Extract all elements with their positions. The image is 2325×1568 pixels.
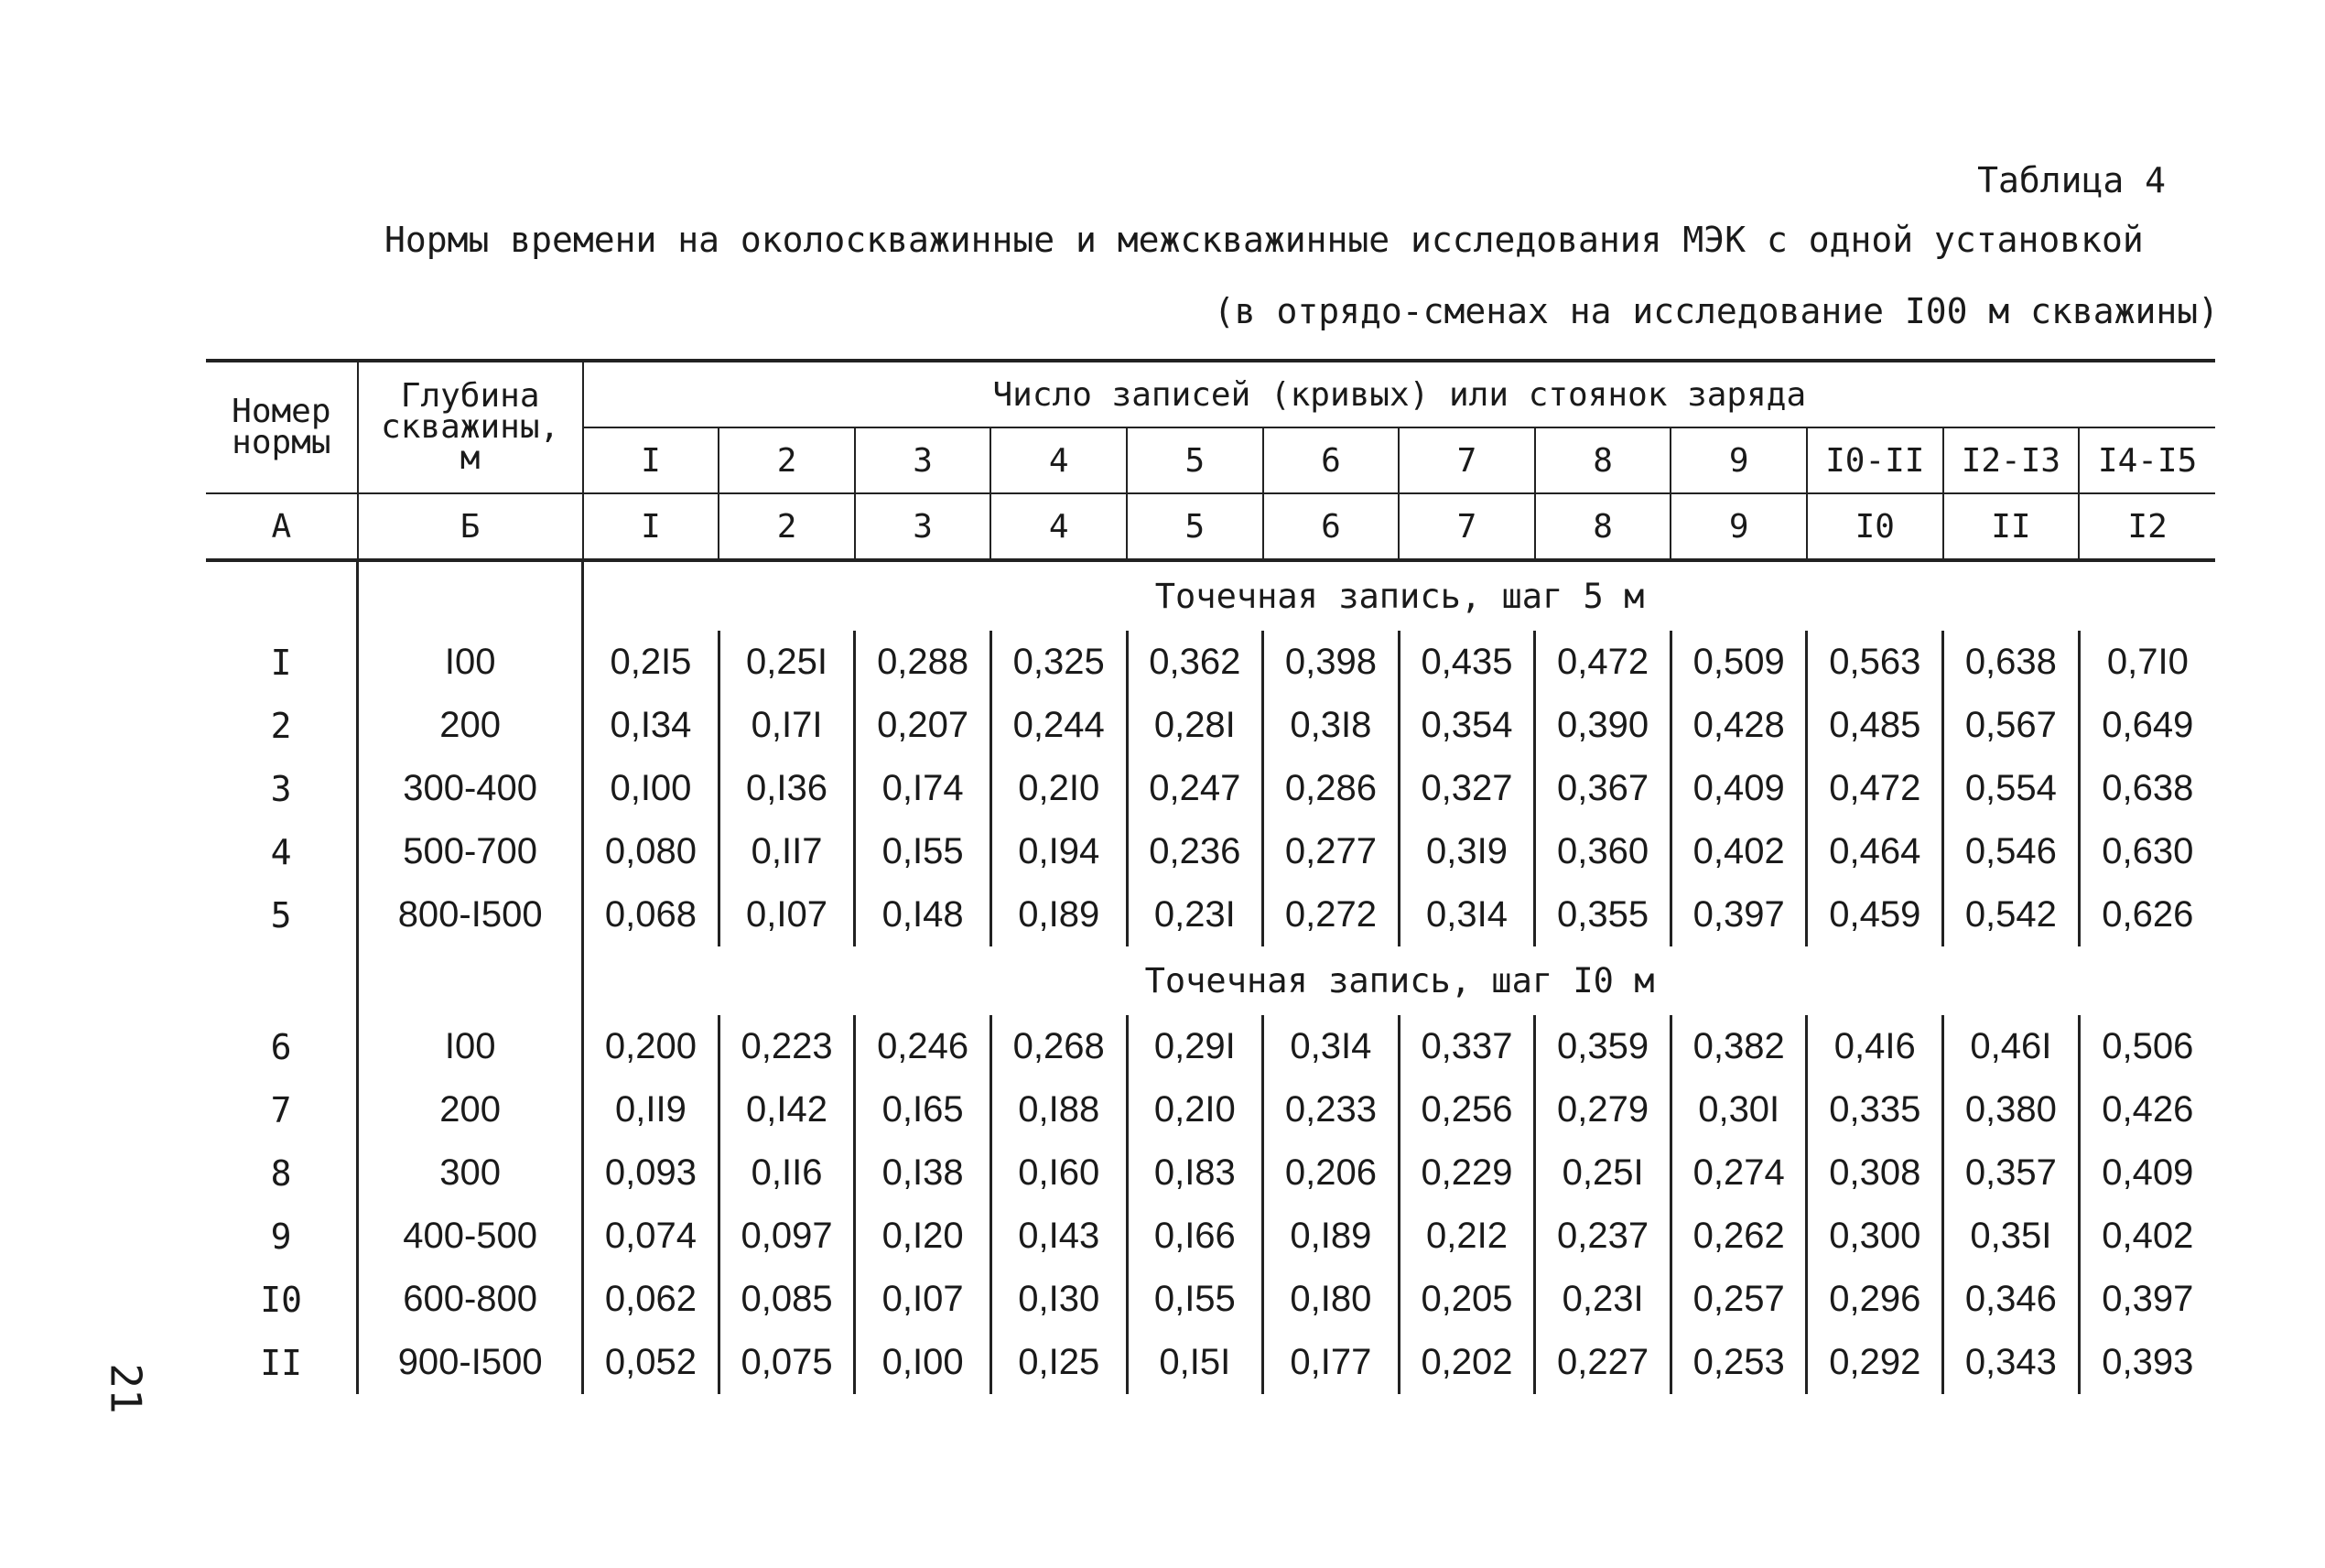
header-count-7: 7 <box>1399 427 1535 493</box>
norm-number: 7 <box>270 1089 292 1130</box>
section-title: Точечная запись, шаг I0 м <box>583 946 2215 1015</box>
value-cell: 0,I34 <box>583 694 719 757</box>
value-cell: 0,II7 <box>719 820 855 883</box>
value-cell: 0,I07 <box>855 1268 991 1331</box>
header-depth <box>358 361 583 493</box>
value-cell: 0,068 <box>583 883 719 946</box>
header-index-2: 2 <box>719 493 855 560</box>
header-index-10: I0 <box>1807 493 1943 560</box>
value-cell: 0,4I6 <box>1807 1015 1943 1078</box>
value-cell: 0,279 <box>1535 1078 1671 1141</box>
value-cell: 0,I88 <box>990 1078 1127 1141</box>
value-cell: 0,3I8 <box>1263 694 1400 757</box>
table-row <box>206 1078 2215 1141</box>
value-cell: 0,630 <box>2079 820 2215 883</box>
value-cell: 0,I55 <box>1127 1268 1263 1331</box>
section-row <box>206 946 2215 1015</box>
value-cell: 0,I48 <box>855 883 991 946</box>
norm-number: I0 <box>260 1279 302 1320</box>
table-row <box>206 1141 2215 1205</box>
value-cell: 0,268 <box>990 1015 1127 1078</box>
section-spacer <box>358 946 583 1015</box>
header-index-5: 5 <box>1127 493 1263 560</box>
header-index-3: 3 <box>855 493 991 560</box>
value-cell: 0,I07 <box>719 883 855 946</box>
norm-number: I <box>270 642 292 683</box>
depth-cell: 400-500 <box>358 1205 583 1268</box>
header-count-3: 3 <box>855 427 991 493</box>
value-cell: 0,23I <box>1535 1268 1671 1331</box>
value-cell: 0,29I <box>1127 1015 1263 1078</box>
value-cell: 0,435 <box>1399 631 1535 694</box>
norm-number: 2 <box>270 705 292 746</box>
depth-cell: 600-800 <box>358 1268 583 1331</box>
value-cell: 0,546 <box>1943 820 2080 883</box>
value-cell: 0,202 <box>1399 1331 1535 1394</box>
header-count-4: 4 <box>990 427 1127 493</box>
depth-cell: 300 <box>358 1141 583 1205</box>
header-index-1: I <box>583 493 719 560</box>
norm-number: 8 <box>270 1152 292 1194</box>
value-cell: 0,I42 <box>719 1078 855 1141</box>
value-cell: 0,I38 <box>855 1141 991 1205</box>
header-index-4: 4 <box>990 493 1127 560</box>
value-cell: 0,397 <box>1671 883 1807 946</box>
value-cell: 0,354 <box>1399 694 1535 757</box>
value-cell: 0,30I <box>1671 1078 1807 1141</box>
value-cell: 0,402 <box>2079 1205 2215 1268</box>
value-cell: 0,335 <box>1807 1078 1943 1141</box>
header-count-12: I4-I5 <box>2079 427 2215 493</box>
value-cell: 0,I94 <box>990 820 1127 883</box>
value-cell: 0,080 <box>583 820 719 883</box>
depth-cell: 800-I500 <box>358 883 583 946</box>
value-cell: 0,I20 <box>855 1205 991 1268</box>
value-cell: 0,244 <box>990 694 1127 757</box>
value-cell: 0,288 <box>855 631 991 694</box>
value-cell: 0,I77 <box>1263 1331 1400 1394</box>
value-cell: 0,256 <box>1399 1078 1535 1141</box>
table-row <box>206 1015 2215 1078</box>
header-group: Число записей (кривых) или стоянок заряда <box>583 361 2215 427</box>
depth-cell: 900-I500 <box>358 1331 583 1394</box>
depth-cell: 500-700 <box>358 820 583 883</box>
depth-cell: 200 <box>358 694 583 757</box>
value-cell: 0,246 <box>855 1015 991 1078</box>
value-cell: 0,247 <box>1127 757 1263 820</box>
value-cell: 0,253 <box>1671 1331 1807 1394</box>
value-cell: 0,2I0 <box>1127 1078 1263 1141</box>
value-cell: 0,I25 <box>990 1331 1127 1394</box>
norm-number: 9 <box>270 1216 292 1257</box>
header-index-row <box>206 493 2215 560</box>
value-cell: 0,233 <box>1263 1078 1400 1141</box>
header-index-b: Б <box>358 493 583 560</box>
value-cell: 0,25I <box>719 631 855 694</box>
value-cell: 0,25I <box>1535 1141 1671 1205</box>
header-count-2: 2 <box>719 427 855 493</box>
table-caption: Таблица 4 <box>1977 160 2166 200</box>
value-cell: 0,426 <box>2079 1078 2215 1141</box>
value-cell: 0,638 <box>2079 757 2215 820</box>
table-row <box>206 694 2215 757</box>
norm-number: 6 <box>270 1026 292 1067</box>
header-depth-line2: скважины, <box>381 408 560 446</box>
value-cell: 0,075 <box>719 1331 855 1394</box>
value-cell: 0,472 <box>1535 631 1671 694</box>
section-spacer <box>358 560 583 631</box>
section-spacer <box>206 946 358 1015</box>
value-cell: 0,23I <box>1127 883 1263 946</box>
value-cell: 0,359 <box>1535 1015 1671 1078</box>
value-cell: 0,236 <box>1127 820 1263 883</box>
value-cell: 0,I00 <box>583 757 719 820</box>
value-cell: 0,509 <box>1671 631 1807 694</box>
value-cell: 0,207 <box>855 694 991 757</box>
header-index-8: 8 <box>1535 493 1671 560</box>
value-cell: 0,II9 <box>583 1078 719 1141</box>
header-count-11: I2-I3 <box>1943 427 2080 493</box>
value-cell: 0,472 <box>1807 757 1943 820</box>
value-cell: 0,3I9 <box>1399 820 1535 883</box>
value-cell: 0,223 <box>719 1015 855 1078</box>
value-cell: 0,357 <box>1943 1141 2080 1205</box>
value-cell: 0,I80 <box>1263 1268 1400 1331</box>
value-cell: 0,I5I <box>1127 1331 1263 1394</box>
value-cell: 0,397 <box>2079 1268 2215 1331</box>
header-depth-line1: Глубина <box>400 377 540 415</box>
norms-table <box>206 359 2215 1394</box>
header-index-12: I2 <box>2079 493 2215 560</box>
value-cell: 0,360 <box>1535 820 1671 883</box>
value-cell: 0,46I <box>1943 1015 2080 1078</box>
table-row <box>206 1268 2215 1331</box>
value-cell: 0,7I0 <box>2079 631 2215 694</box>
value-cell: 0,085 <box>719 1268 855 1331</box>
table-row <box>206 757 2215 820</box>
value-cell: 0,2I0 <box>990 757 1127 820</box>
value-cell: 0,I66 <box>1127 1205 1263 1268</box>
value-cell: 0,355 <box>1535 883 1671 946</box>
value-cell: 0,464 <box>1807 820 1943 883</box>
header-depth-line3: м <box>460 439 481 477</box>
value-cell: 0,I36 <box>719 757 855 820</box>
value-cell: 0,2I2 <box>1399 1205 1535 1268</box>
value-cell: 0,308 <box>1807 1141 1943 1205</box>
value-cell: 0,097 <box>719 1205 855 1268</box>
value-cell: 0,292 <box>1807 1331 1943 1394</box>
value-cell: 0,626 <box>2079 883 2215 946</box>
value-cell: 0,093 <box>583 1141 719 1205</box>
section-spacer <box>206 560 358 631</box>
value-cell: 0,409 <box>1671 757 1807 820</box>
value-cell: 0,227 <box>1535 1331 1671 1394</box>
section-row <box>206 560 2215 631</box>
value-cell: 0,206 <box>1263 1141 1400 1205</box>
value-cell: 0,390 <box>1535 694 1671 757</box>
value-cell: 0,367 <box>1535 757 1671 820</box>
value-cell: 0,205 <box>1399 1268 1535 1331</box>
header-count-10: I0-II <box>1807 427 1943 493</box>
value-cell: 0,327 <box>1399 757 1535 820</box>
value-cell: 0,I74 <box>855 757 991 820</box>
depth-cell: I00 <box>358 631 583 694</box>
value-cell: 0,337 <box>1399 1015 1535 1078</box>
value-cell: 0,200 <box>583 1015 719 1078</box>
header-index-6: 6 <box>1263 493 1400 560</box>
value-cell: 0,I30 <box>990 1268 1127 1331</box>
table-row <box>206 820 2215 883</box>
table-row <box>206 1205 2215 1268</box>
value-cell: 0,I60 <box>990 1141 1127 1205</box>
value-cell: 0,459 <box>1807 883 1943 946</box>
value-cell: 0,325 <box>990 631 1127 694</box>
value-cell: 0,567 <box>1943 694 2080 757</box>
header-index-7: 7 <box>1399 493 1535 560</box>
value-cell: 0,485 <box>1807 694 1943 757</box>
value-cell: 0,380 <box>1943 1078 2080 1141</box>
value-cell: 0,II6 <box>719 1141 855 1205</box>
value-cell: 0,277 <box>1263 820 1400 883</box>
value-cell: 0,554 <box>1943 757 2080 820</box>
norm-number: 3 <box>270 768 292 809</box>
header-count-9: 9 <box>1671 427 1807 493</box>
value-cell: 0,I55 <box>855 820 991 883</box>
value-cell: 0,062 <box>583 1268 719 1331</box>
table-row <box>206 883 2215 946</box>
header-count-5: 5 <box>1127 427 1263 493</box>
value-cell: 0,382 <box>1671 1015 1807 1078</box>
table-title: Нормы времени на околоскважинные и межскважинные исследования МЭК с одной установкой <box>384 220 2144 260</box>
value-cell: 0,229 <box>1399 1141 1535 1205</box>
depth-cell: 200 <box>358 1078 583 1141</box>
value-cell: 0,409 <box>2079 1141 2215 1205</box>
value-cell: 0,272 <box>1263 883 1400 946</box>
header-index-9: 9 <box>1671 493 1807 560</box>
header-index-11: II <box>1943 493 2080 560</box>
value-cell: 0,506 <box>2079 1015 2215 1078</box>
value-cell: 0,262 <box>1671 1205 1807 1268</box>
header-count-6: 6 <box>1263 427 1400 493</box>
value-cell: 0,257 <box>1671 1268 1807 1331</box>
value-cell: 0,I65 <box>855 1078 991 1141</box>
value-cell: 0,052 <box>583 1331 719 1394</box>
value-cell: 0,343 <box>1943 1331 2080 1394</box>
value-cell: 0,2I5 <box>583 631 719 694</box>
value-cell: 0,I89 <box>1263 1205 1400 1268</box>
value-cell: 0,074 <box>583 1205 719 1268</box>
value-cell: 0,362 <box>1127 631 1263 694</box>
value-cell: 0,274 <box>1671 1141 1807 1205</box>
norm-number: 4 <box>270 831 292 872</box>
value-cell: 0,I7I <box>719 694 855 757</box>
depth-cell: 300-400 <box>358 757 583 820</box>
value-cell: 0,346 <box>1943 1268 2080 1331</box>
value-cell: 0,300 <box>1807 1205 1943 1268</box>
depth-cell: I00 <box>358 1015 583 1078</box>
value-cell: 0,428 <box>1671 694 1807 757</box>
header-index-a: А <box>206 493 358 560</box>
section-title: Точечная запись, шаг 5 м <box>583 560 2215 631</box>
value-cell: 0,402 <box>1671 820 1807 883</box>
table-body <box>206 560 2215 1394</box>
value-cell: 0,237 <box>1535 1205 1671 1268</box>
value-cell: 0,28I <box>1127 694 1263 757</box>
value-cell: 0,3I4 <box>1263 1015 1400 1078</box>
value-cell: 0,286 <box>1263 757 1400 820</box>
header-count-1: I <box>583 427 719 493</box>
table-row <box>206 631 2215 694</box>
norm-number: 5 <box>270 894 292 935</box>
value-cell: 0,649 <box>2079 694 2215 757</box>
value-cell: 0,I83 <box>1127 1141 1263 1205</box>
value-cell: 0,393 <box>2079 1331 2215 1394</box>
value-cell: 0,542 <box>1943 883 2080 946</box>
value-cell: 0,563 <box>1807 631 1943 694</box>
value-cell: 0,398 <box>1263 631 1400 694</box>
value-cell: 0,I89 <box>990 883 1127 946</box>
table-row <box>206 1331 2215 1394</box>
value-cell: 0,I00 <box>855 1331 991 1394</box>
page-number: 21 <box>101 1363 151 1414</box>
value-cell: 0,638 <box>1943 631 2080 694</box>
header-norm-number: Номер нормы <box>206 361 358 493</box>
table-units: (в отрядо-сменах на исследование I00 м скважины) <box>1213 291 2219 331</box>
value-cell: 0,I43 <box>990 1205 1127 1268</box>
value-cell: 0,35I <box>1943 1205 2080 1268</box>
header-count-8: 8 <box>1535 427 1671 493</box>
norm-number: II <box>260 1342 302 1383</box>
value-cell: 0,3I4 <box>1399 883 1535 946</box>
value-cell: 0,296 <box>1807 1268 1943 1331</box>
